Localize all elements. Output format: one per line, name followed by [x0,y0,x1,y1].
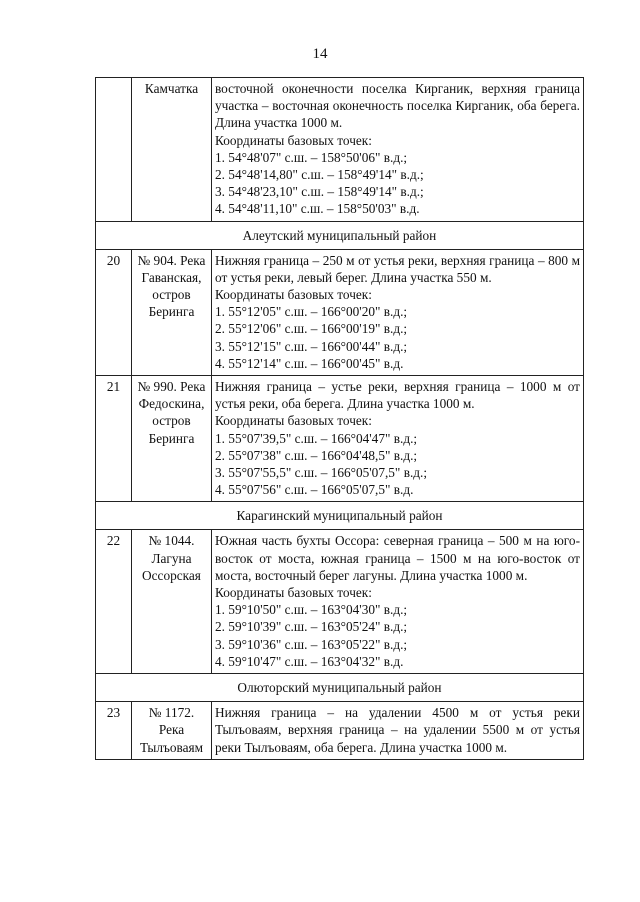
site-name-line: № 904. Река [137,252,206,268]
coordinates-title: Координаты базовых точек: [215,413,372,429]
site-name-line: № 1044. [148,533,195,549]
site-description [212,376,584,502]
coordinate-point: 1. 54°48'07" с.ш. – 158°50'06" в.д.; [215,149,408,165]
site-name-line: Лагуна [151,550,192,566]
site-description [212,702,584,760]
boundary-text: Нижняя граница – на удалении 4500 м от устья реки Тылъоваям, верхняя граница – на удалении 5500 м от устья реки Тылъоваям, оба берега. Длина участка 1000 м. [215,705,580,755]
table-row [96,78,584,222]
coordinates-title: Координаты базовых точек: [215,585,372,601]
site-name [132,249,212,375]
site-description [212,78,584,222]
site-name-line: Тылъоваям [139,739,204,755]
coordinate-point: 3. 54°48'23,10" с.ш. – 158°49'14" в.д.; [215,184,424,200]
coordinates-title: Координаты базовых точек: [215,132,372,148]
coordinate-point: 4. 55°12'14" с.ш. – 166°00'45" в.д. [215,355,404,371]
site-name-line: Федоскина, [138,396,205,412]
site-name-line: Беринга [148,430,195,446]
page-number: 14 [312,46,328,62]
site-name-line: Оссорская [142,567,201,583]
coordinate-point: 3. 55°07'55,5" с.ш. – 166°05'07,5" в.д.; [215,465,428,481]
table-row [96,249,584,375]
site-name-line: Беринга [148,304,195,320]
table-row [96,530,584,674]
coordinate-point: 2. 55°07'38" с.ш. – 166°04'48,5" в.д.; [215,447,418,463]
site-name-line: остров [152,287,191,303]
coordinate-point: 3. 55°12'15" с.ш. – 166°00'44" в.д.; [215,338,408,354]
coordinate-point: 4. 59°10'47" с.ш. – 163°04'32" в.д. [215,653,404,669]
site-name [132,702,212,760]
district-heading-row [96,221,584,249]
row-number: 22 [96,530,132,674]
district-heading-row [96,502,584,530]
coordinate-point: 4. 54°48'11,10" с.ш. – 158°50'03" в.д. [215,201,420,217]
row-number: 21 [96,376,132,502]
coordinate-point: 2. 54°48'14,80" с.ш. – 158°49'14" в.д.; [215,167,424,183]
row-number [96,78,132,222]
site-name-line: № 990. Река [137,379,206,395]
row-number: 23 [96,702,132,760]
coordinate-point: 2. 55°12'06" с.ш. – 166°00'19" в.д.; [215,321,408,337]
coordinate-point: 1. 55°07'39,5" с.ш. – 166°04'47" в.д.; [215,430,418,446]
table-row [96,702,584,760]
coordinates-title: Координаты базовых точек: [215,287,372,303]
site-name-line: Река [158,722,185,738]
site-name-line: Гаванская, [141,269,202,285]
document-table [95,77,584,760]
row-number: 20 [96,249,132,375]
boundary-text: восточной оконечности поселка Кирганик, верхняя граница участка – восточная оконечность поселка Кирганик, оба берега. Длина участка 1000 м. [215,81,580,131]
district-heading-row [96,674,584,702]
boundary-text: Южная часть бухты Оссора: северная граница – 500 м на юго-восток от моста, южная граница – 1500 м на юго-восток от моста, восточный берег лагуны. Длина участка 1000 м. [215,533,580,583]
site-name-line: Камчатка [144,81,199,96]
district-heading: Карагинский муниципальный район [96,502,584,530]
site-name [132,376,212,502]
site-name-line: остров [152,413,191,429]
site-description [212,530,584,674]
boundary-text: Нижняя граница – устье реки, верхняя граница – 1000 м от устья реки, оба берега. Длина участка 1000 м. [215,379,580,412]
boundary-text: Нижняя граница – 250 м от устья реки, верхняя граница – 800 м от устья реки, левый берег. Длина участка 550 м. [215,252,580,285]
site-name [132,78,212,222]
site-description [212,249,584,375]
coordinate-point: 4. 55°07'56" с.ш. – 166°05'07,5" в.д. [215,482,414,498]
coordinate-point: 1. 59°10'50" с.ш. – 163°04'30" в.д.; [215,602,408,618]
coordinate-point: 1. 55°12'05" с.ш. – 166°00'20" в.д.; [215,304,408,320]
district-heading: Алеутский муниципальный район [96,221,584,249]
coordinate-point: 2. 59°10'39" с.ш. – 163°05'24" в.д.; [215,619,408,635]
table-row [96,376,584,502]
site-name-line: № 1172. [148,705,195,721]
site-name [132,530,212,674]
coordinate-point: 3. 59°10'36" с.ш. – 163°05'22" в.д.; [215,636,408,652]
district-heading: Олюторский муниципальный район [96,674,584,702]
